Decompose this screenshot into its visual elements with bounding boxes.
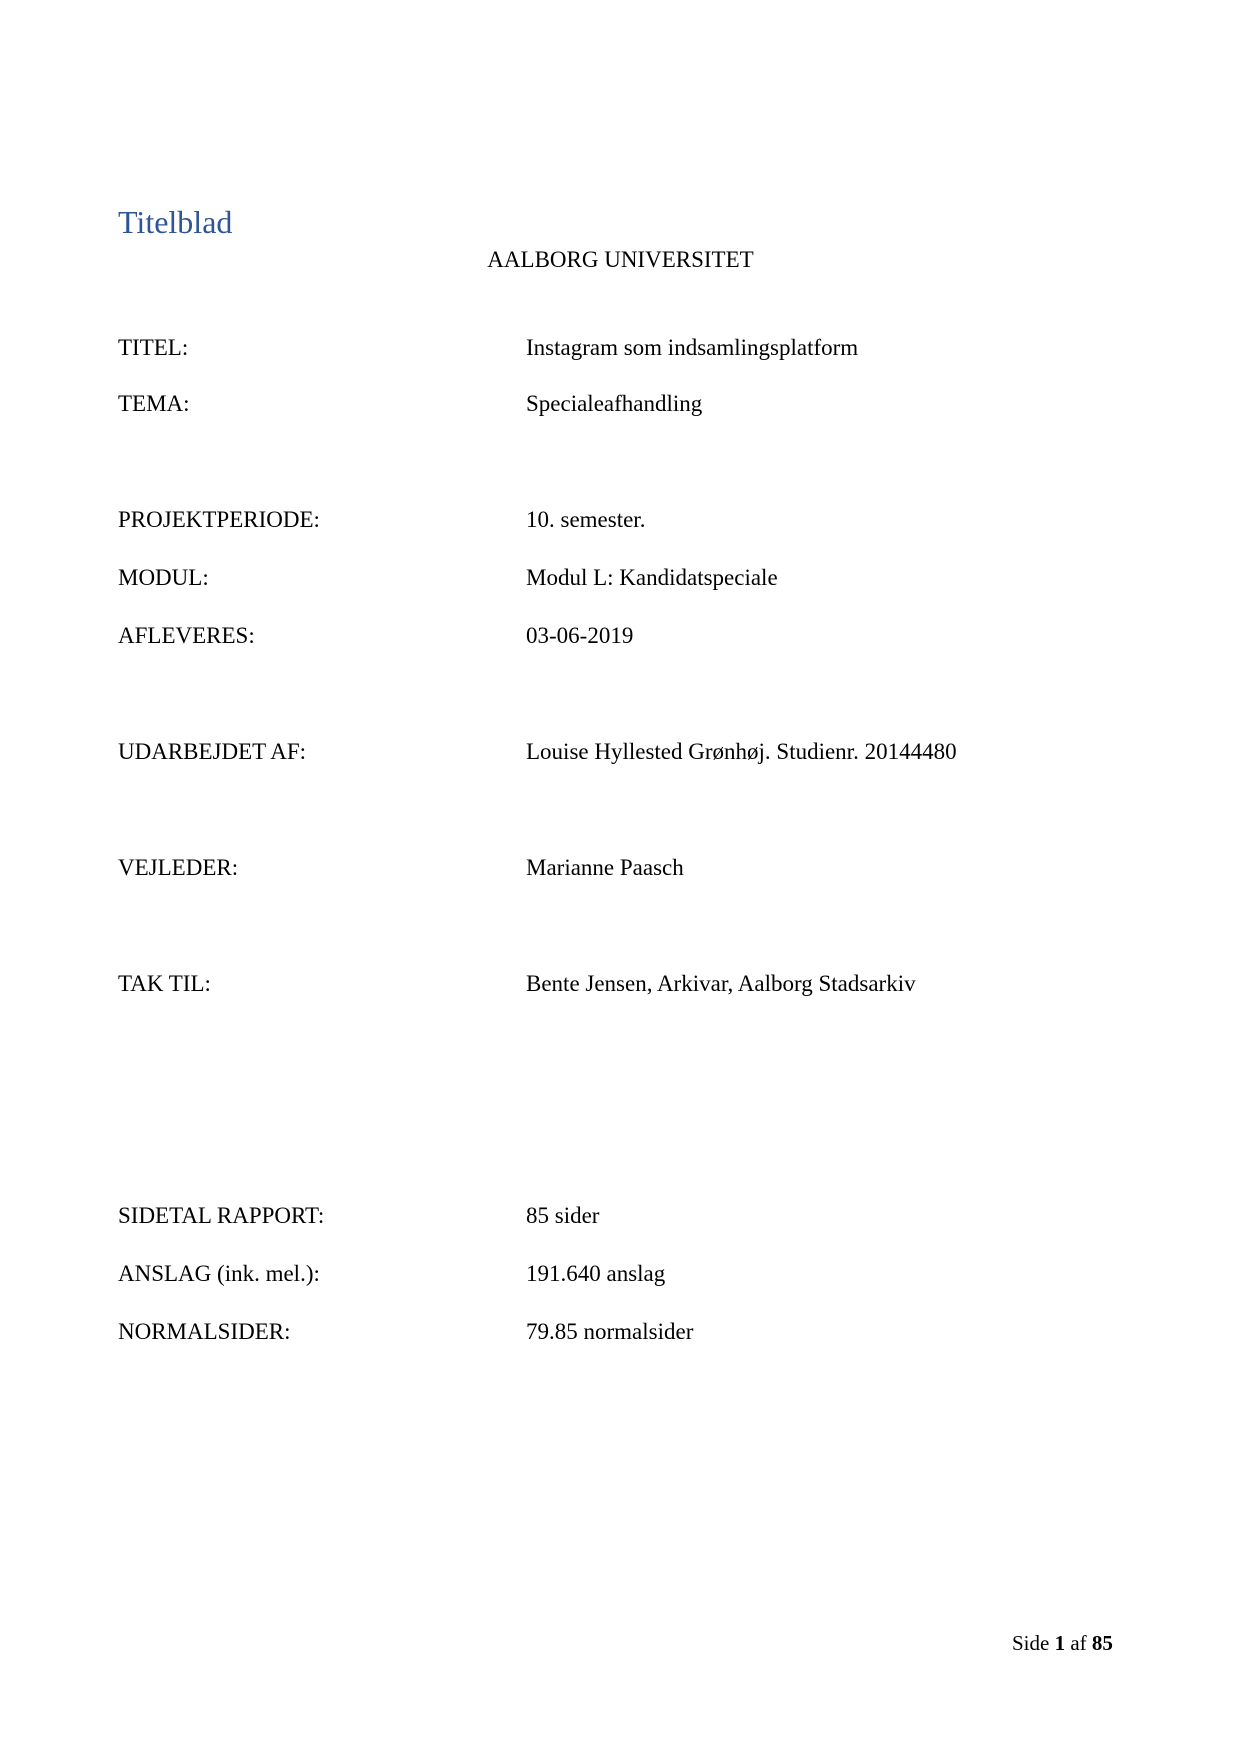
field-value: 10. semester. (526, 507, 646, 532)
field-label: TAK TIL: (118, 971, 211, 996)
page-number-footer (1012, 1629, 1113, 1657)
field-label: SIDETAL RAPPORT: (118, 1203, 325, 1228)
current-page: 1 (1054, 1631, 1066, 1655)
field-value: Marianne Paasch (526, 855, 684, 880)
university-label: AALBORG UNIVERSITET (487, 247, 754, 272)
field-label: AFLEVERES: (118, 623, 255, 648)
field-value: 85 sider (526, 1203, 600, 1228)
field-value: 79.85 normalsider (526, 1319, 694, 1344)
field-value: Bente Jensen, Arkivar, Aalborg Stadsarkiv (526, 971, 916, 996)
field-value: Louise Hyllested Grønhøj. Studienr. 20144480 (526, 739, 957, 764)
field-label: TEMA: (118, 391, 190, 416)
field-value: Modul L: Kandidatspeciale (526, 565, 778, 590)
field-value: Instagram som indsamlingsplatform (526, 335, 859, 360)
field-label: UDARBEJDET AF: (118, 739, 307, 764)
field-value: 191.640 anslag (526, 1261, 666, 1286)
field-label: ANSLAG (ink. mel.): (118, 1261, 320, 1286)
field-label: MODUL: (118, 565, 209, 590)
field-value: Specialeafhandling (526, 391, 703, 416)
field-value: 03-06-2019 (526, 623, 634, 648)
field-label: VEJLEDER: (118, 855, 239, 880)
field-label: TITEL: (118, 335, 189, 360)
page-separator: af (1070, 1631, 1087, 1655)
university-name (0, 245, 1241, 275)
page-prefix: Side (1012, 1631, 1050, 1655)
page-heading: Titelblad (118, 204, 233, 240)
field-label: NORMALSIDER: (118, 1319, 291, 1344)
total-pages: 85 (1091, 1631, 1113, 1655)
field-label: PROJEKTPERIODE: (118, 507, 320, 532)
